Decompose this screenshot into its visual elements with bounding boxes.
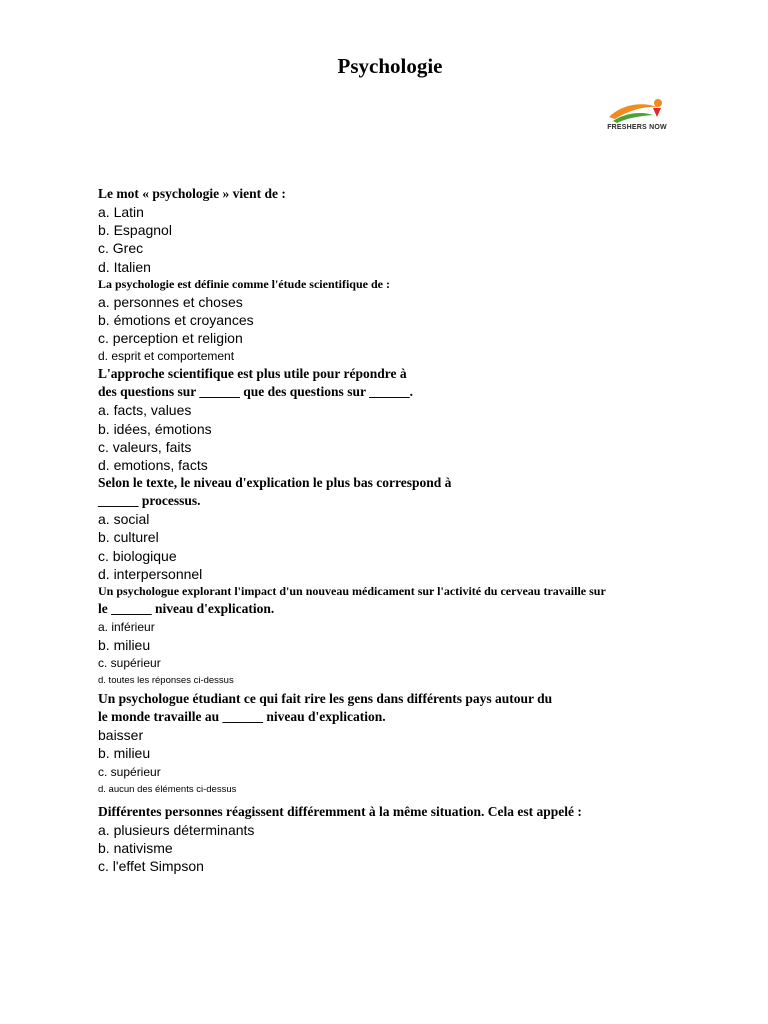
answer-option: a. inférieur: [98, 620, 155, 635]
answer-option: d. emotions, facts: [98, 457, 208, 474]
answer-option: c. supérieur: [98, 656, 161, 671]
question-text: le ______ niveau d'explication.: [98, 601, 275, 617]
question-text: Selon le texte, le niveau d'explication le plus bas correspond à: [98, 475, 452, 491]
logo-text: FRESHERS NOW: [607, 124, 667, 131]
answer-option: a. plusieurs déterminants: [98, 821, 255, 838]
questions-list: [98, 185, 658, 875]
question-text: ______ processus.: [98, 493, 201, 509]
page-title: Psychologie: [337, 54, 443, 78]
question-5: [98, 583, 658, 690]
question-text: Un psychologue explorant l'impact d'un nouveau médicament sur l'activité du cerveau travaille sur: [98, 584, 606, 599]
answer-option: b. culturel: [98, 529, 159, 546]
answer-option: b. nativisme: [98, 839, 173, 856]
answer-option: a. social: [98, 511, 150, 528]
answer-option: a. personnes et choses: [98, 293, 243, 310]
question-text: La psychologie est définie comme l'étude scientifique de :: [98, 276, 390, 291]
answer-option: b. idées, émotions: [98, 420, 212, 437]
answer-option: b. milieu: [98, 637, 151, 654]
question-text: Le mot « psychologie » vient de :: [98, 186, 286, 201]
answer-option: d. toutes les réponses ci-dessus: [98, 675, 234, 687]
answer-option: a. facts, values: [98, 402, 192, 419]
question-2: [98, 276, 658, 366]
answer-option: d. aucun des éléments ci-dessus: [98, 783, 237, 795]
answer-option: c. perception et religion: [98, 330, 243, 347]
question-1: [98, 185, 658, 276]
answer-option: d. Italien: [98, 258, 151, 275]
question-text: Différentes personnes réagissent différemment à la même situation. Cela est appelé :: [98, 803, 582, 819]
answer-option: c. Grec: [98, 240, 144, 257]
answer-option: b. milieu: [98, 745, 151, 762]
answer-option: b. Espagnol: [98, 222, 172, 239]
question-text: L'approche scientifique est plus utile pour répondre à: [98, 366, 407, 382]
question-text: des questions sur ______ que des questions sur ______.: [98, 384, 413, 400]
answer-option: c. l'effet Simpson: [98, 858, 204, 875]
answer-option: c. supérieur: [98, 764, 161, 779]
answer-option: a. Latin: [98, 204, 144, 220]
question-text: le monde travaille au ______ niveau d'explication.: [98, 709, 386, 725]
answer-option: baisser: [98, 727, 144, 744]
answer-option: c. valeurs, faits: [98, 438, 192, 455]
question-text: Un psychologue étudiant ce qui fait rire les gens dans différents pays autour du: [98, 691, 553, 707]
logo-swoosh-icon: [607, 97, 667, 125]
question-7: [98, 803, 658, 876]
answer-option: c. biologique: [98, 547, 177, 564]
answer-option: d. interpersonnel: [98, 565, 203, 582]
answer-option: b. émotions et croyances: [98, 312, 254, 329]
question-3: [98, 365, 658, 474]
freshers-now-logo: [601, 97, 673, 137]
question-6: [98, 690, 658, 798]
answer-option: d. esprit et comportement: [98, 349, 235, 364]
question-4: [98, 474, 658, 583]
